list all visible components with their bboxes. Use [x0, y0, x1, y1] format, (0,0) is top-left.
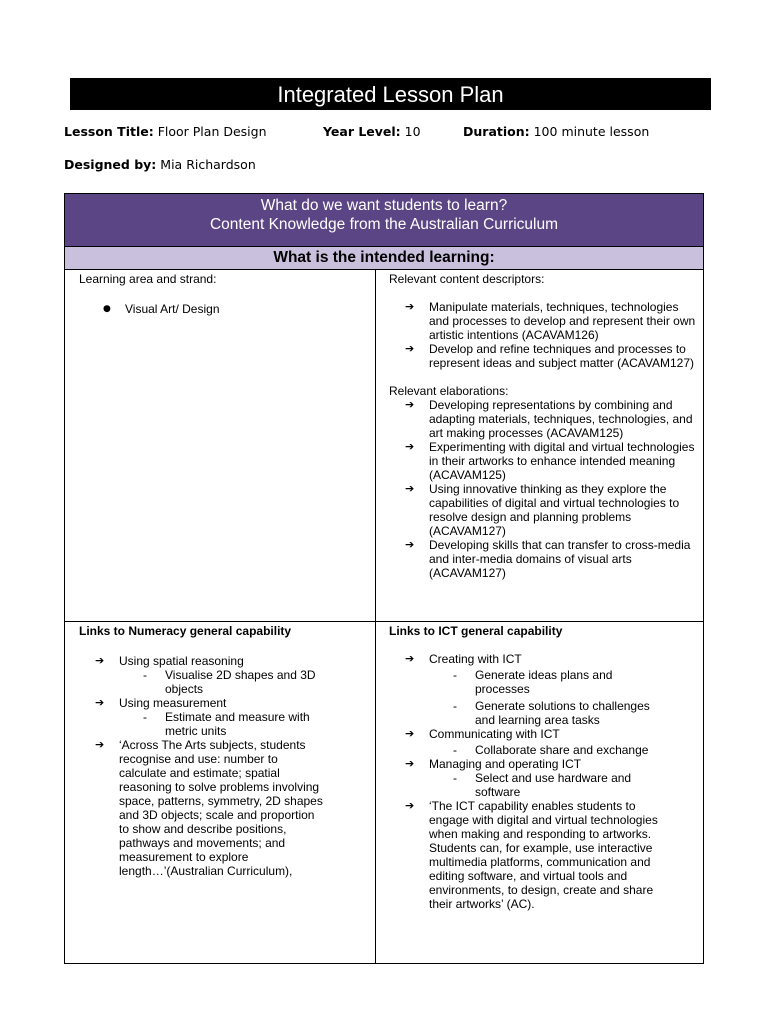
duration: [463, 124, 649, 139]
list-item: ➔ Manipulate materials, techniques, technologies and processes to develop and represent their own artistic intentions (ACAVAM126): [389, 300, 699, 342]
sub-item: - Generate ideas plans and processes: [429, 668, 659, 696]
list-item-text: Using measurement: [119, 696, 227, 710]
list-item: ➔ ‘Across The Arts subjects, students recognise and use: number to calculate and estimate; spatial reasoning to solve problems involving space, patterns, symmetry, 2D shapes and 3D objects; scale and proportion to show and describe positions, pathways and movements; and measurement to explore length…’(Australian Curriculum),: [79, 738, 323, 878]
content-descriptors-label: Relevant content descriptors:: [389, 272, 545, 286]
list-item: [79, 654, 323, 696]
column-divider: [375, 270, 376, 963]
ict-list: [389, 652, 659, 911]
duration-label: Duration:: [463, 124, 530, 139]
sub-item: - Generate solutions to challenges and learning area tasks: [429, 699, 659, 727]
list-item-text: Managing and operating ICT: [429, 757, 582, 771]
list-item: ➔ Using innovative thinking as they explore the capabilities of digital and virtual technologies to resolve design and planning problems (ACAVAM127): [389, 482, 699, 538]
year-level-value: 10: [404, 124, 421, 139]
learning-area-cell: [79, 272, 369, 316]
list-item: ➔ ‘The ICT capability enables students to engage with digital and virtual technologies when making and responding to artworks. Students can, for example, use interactive multimedia platforms, communication and editing software, and virtual tools and environments, to design, create and share their artworks’ (AC).: [389, 799, 659, 911]
list-item: ➔ Developing skills that can transfer to cross-media and inter-media domains of visual arts (ACAVAM127): [389, 538, 699, 580]
lesson-title: [64, 124, 267, 139]
page-title: Integrated Lesson Plan: [70, 78, 711, 110]
lesson-title-value: Floor Plan Design: [157, 124, 267, 139]
elaborations-label: Relevant elaborations:: [389, 384, 509, 398]
sub-item: - Select and use hardware and software: [429, 771, 659, 799]
table-heading-line1: What do we want students to learn?: [260, 197, 508, 214]
year-level: [323, 124, 421, 139]
sub-item: - Visualise 2D shapes and 3D objects: [119, 668, 323, 696]
numeracy-cell: [79, 624, 323, 878]
sub-item: - Collaborate share and exchange: [429, 743, 659, 757]
list-item: [389, 757, 659, 799]
year-level-label: Year Level:: [323, 124, 401, 139]
designed-by: [64, 157, 256, 172]
elaborations-list: [389, 398, 699, 580]
table-subheading: What is the intended learning:: [65, 246, 703, 270]
duration-value: 100 minute lesson: [533, 124, 650, 139]
list-item: ➔ Develop and refine techniques and processes to represent ideas and subject matter (ACAVAM127): [389, 342, 699, 370]
list-item-text: Communicating with ICT: [429, 727, 560, 741]
content-descriptors-list: [389, 300, 699, 370]
ict-label: Links to ICT general capability: [389, 624, 563, 638]
numeracy-list: [79, 654, 323, 878]
lesson-title-label: Lesson Title:: [64, 124, 154, 139]
ict-cell: [389, 624, 659, 911]
table-heading: [65, 194, 703, 246]
list-item: ➔ Developing representations by combining and adapting materials, techniques, technologies, and art making processes (ACAVAM125): [389, 398, 699, 440]
content-descriptors-cell: [389, 272, 699, 580]
numeracy-label: Links to Numeracy general capability: [79, 624, 292, 638]
learning-area-label: Learning area and strand:: [79, 272, 217, 286]
list-item-text: Creating with ICT: [429, 652, 522, 666]
learning-area-item: ● Visual Art/ Design: [79, 302, 369, 316]
designed-by-label: Designed by:: [64, 157, 157, 172]
table-heading-line2: Content Knowledge from the Australian Curriculum: [209, 216, 559, 233]
list-item: [389, 727, 659, 757]
designed-by-value: Mia Richardson: [160, 157, 256, 172]
sub-item: - Estimate and measure with metric units: [119, 710, 323, 738]
list-item: [79, 696, 323, 738]
list-item: [389, 652, 659, 727]
list-item-text: Using spatial reasoning: [119, 654, 244, 668]
row-divider: [65, 621, 703, 622]
list-item: ➔ Experimenting with digital and virtual technologies in their artworks to enhance intended meaning (ACAVAM125): [389, 440, 699, 482]
learning-table: [64, 193, 704, 964]
